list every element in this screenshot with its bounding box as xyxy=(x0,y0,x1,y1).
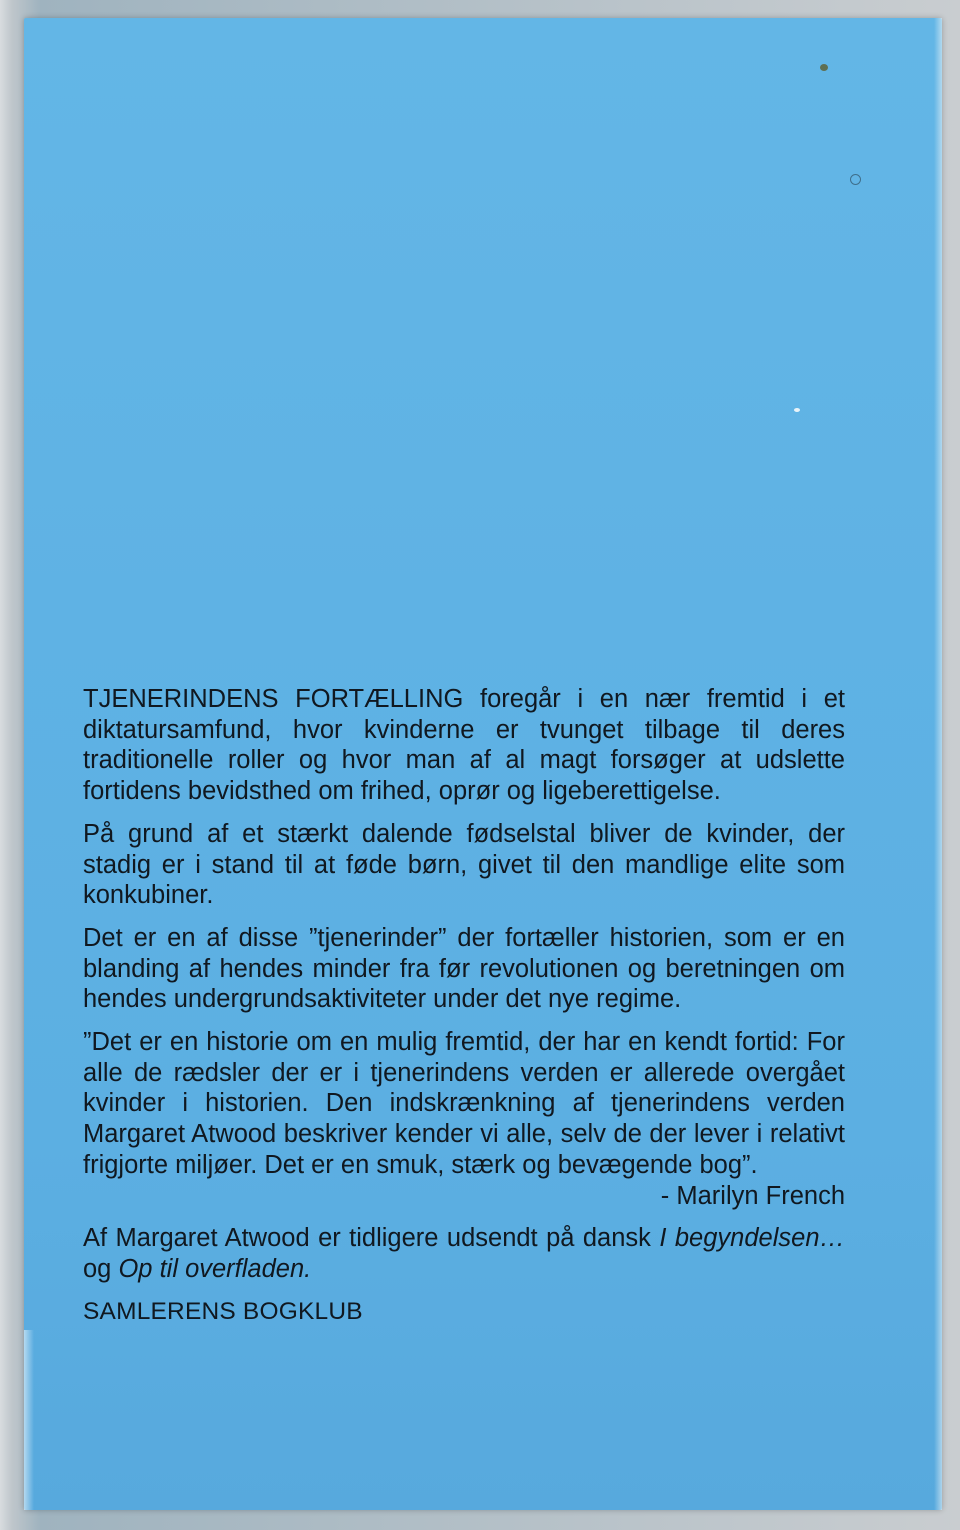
review-quote: ”Det er en historie om en mulig fremtid, der har en kendt fortid: For alle de rædsler der er i tjenerindens verden er allerede overgået kvinder i historien. Den indskrænkning af tjenerindens verden Margaret Atwood beskriver kender vi alle, selv de der lever i relativt frigjorte miljøer. Det er en smuk, stærk og bevægende bog”. xyxy=(83,1028,845,1179)
stain-mark xyxy=(820,64,828,71)
also-by-connector: og xyxy=(83,1254,112,1283)
also-by-intro: Af Margaret Atwood er tidligere udsendt på dansk xyxy=(83,1224,651,1253)
ring-mark xyxy=(850,174,861,185)
blurb-text xyxy=(83,684,845,1327)
publisher-name: SAMLERENS BOGKLUB xyxy=(83,1297,363,1325)
also-by-title-2: Op til overfladen. xyxy=(118,1254,312,1283)
blurb-paragraph-1 xyxy=(83,684,845,807)
blurb-paragraph-3: Det er en af disse ”tjenerinder” der fortæller historien, som er en blanding af hendes minder fra før revolutionen og beretningen om hendes undergrundsaktiviteter under det nye regime. xyxy=(83,923,845,1014)
blurb-paragraph-1-body: foregår i en nær fremtid i et diktatursamfund, hvor kvinderne er tvunget tilbage til deres traditionelle roller og hvor man af al magt forsøger at udslette fortidens bevidsthed om frihed, oprør og ligeberettigelse. xyxy=(83,685,846,806)
scuff-mark xyxy=(794,408,800,412)
cover-edge-wear xyxy=(934,18,942,1510)
also-by-title-1: I begyndelsen… xyxy=(659,1224,845,1253)
blurb-paragraph-2: På grund af et stærkt dalende fødselstal bliver de kvinder, der stadig er i stand til at føde børn, givet til den mandlige elite som konkubiner. xyxy=(83,819,845,910)
book-title: TJENERINDENS FORTÆLLING xyxy=(83,685,464,713)
also-by-author xyxy=(83,1223,845,1284)
cover-corner-wear xyxy=(24,1330,34,1510)
quote-attribution: - Marilyn French xyxy=(660,1181,845,1210)
